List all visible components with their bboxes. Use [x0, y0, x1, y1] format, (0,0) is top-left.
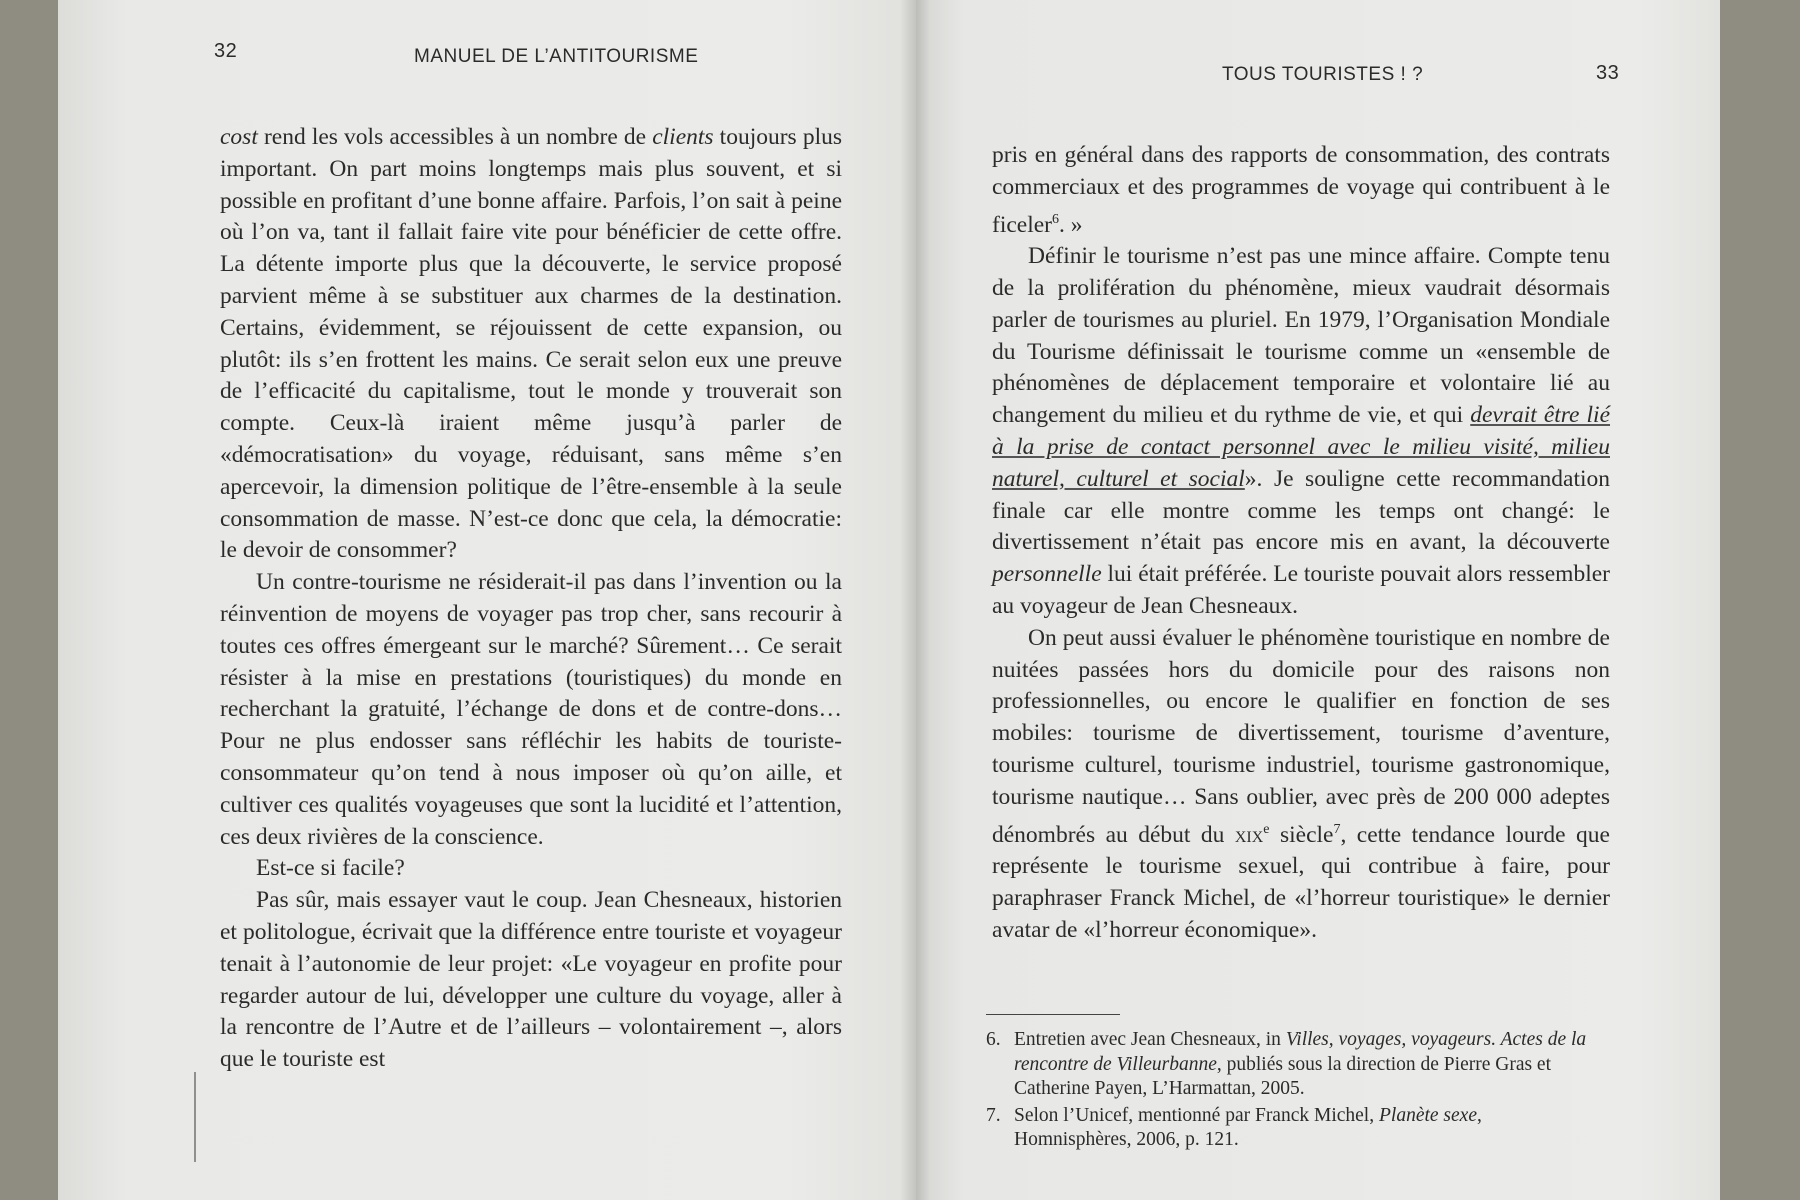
footnote-number: 6. — [986, 1029, 1001, 1050]
right-p2-end: lui était préférée. Le touriste pouvait alors ressembler au voyageur de Jean Chesneaux. — [992, 561, 1610, 619]
footnote-6 — [986, 1028, 1600, 1102]
right-p1-end: . » — [1059, 211, 1083, 238]
right-p3-text: On peut aussi évaluer le phénomène touristique en nombre de nuitées passées hors du domicile pour des raisons non professionnelles, ou encore le qualifier en fonction de ses mobiles: tourisme de divertissement, tourisme d’aventure, tourisme culturel, tourisme industriel, tourisme gastronomique, tourisme nautique… Sans oublier, avec près de 200 000 adeptes dénombrés au début du — [992, 624, 1610, 848]
right-page-number: 33 — [1596, 62, 1620, 84]
left-paragraph-1 — [220, 122, 842, 567]
left-page-number: 32 — [214, 40, 238, 62]
right-paragraph-1 — [992, 140, 1610, 241]
footnote-ref-6: 6 — [1052, 211, 1060, 227]
footnote-ref-7: 7 — [1333, 821, 1341, 837]
footnote-7 — [986, 1104, 1600, 1153]
right-body-text — [992, 140, 1610, 947]
right-paragraph-3 — [992, 623, 1610, 947]
footnote-6-text: Entretien avec Jean Chesneaux, in — [1014, 1029, 1286, 1050]
footnote-6-title: Villes, voyages, voyageurs. Actes de la rencontre de Villeurbanne — [1014, 1029, 1587, 1075]
left-running-header: MANUEL DE L’ANTITOURISME — [414, 46, 699, 67]
right-running-header: TOUS TOURISTES ! ? — [1222, 64, 1424, 85]
right-p3-end: , cette tendance lourde que représente le tourisme sexuel, qui contribue à faire, pour paraphraser Franck Michel, de «l’horreur touristique» le dernier avatar de «l’horreur économique». — [992, 821, 1610, 943]
right-p2-emphasis: personnelle — [992, 561, 1102, 588]
pencil-margin-mark — [194, 1072, 196, 1162]
book-gutter — [900, 0, 930, 1200]
left-paragraph-4: Pas sûr, mais essayer vaut le coup. Jean Chesneaux, historien et politologue, écrivait que la différence entre touriste et voyageur tenait à l’autonomie de leur projet: «Le voyageur en profite pour regarder autour de lui, développer une culture du voyage, aller à la rencontre de l’Autre et de l’ailleurs – volontairement –, alors que le touriste est — [220, 887, 842, 1073]
right-p3-century-suffix: e — [1263, 821, 1270, 837]
footnote-7-text: Selon l’Unicef, mentionné par Franck Michel, — [1014, 1104, 1379, 1126]
footnote-6-end: , publiés sous la direction de Pierre Gras et Catherine Payen, L’Harmattan, 2005. — [1014, 1053, 1552, 1099]
right-p3-siecle: siècle — [1269, 821, 1334, 848]
left-p1-middle: rend les vols accessibles à un nombre de — [257, 124, 653, 150]
left-p1-emphasis-1: cost — [220, 124, 258, 150]
left-p1-emphasis-2: clients — [652, 124, 714, 150]
right-p2-text: Définir le tourisme n’est pas une mince affaire. Compte tenu de la prolifération du phénomène, mieux vaudrait désormais parler de tourismes au pluriel. En 1979, l’Organisation Mondiale du Tourisme définissait le tourisme comme un «ensemble de phénomènes de déplacement temporaire et volontaire lié au changement du milieu et du rythme de vie, et qui — [992, 243, 1610, 429]
left-paragraph-2: Un contre-tourisme ne résiderait-il pas dans l’invention ou la réinvention de moyens de voyager pas trop cher, sans recourir à toutes ces offres émergeant sur le marché? Sûrement… Ce serait résister à la mise en prestations (touristiques) du monde en recherchant la gratuité, l’échange de dons et de contre-dons… Pour ne plus endosser sans réfléchir les habits de touriste-consommateur qu’on tend à nous imposer où qu’on aille, et cultiver ces qualités voyageuses que sont la lucidité et l’attention, ces deux rivières de la conscience. — [220, 569, 842, 850]
right-p2-middle: ». Je souligne cette recommandation finale car elle montre comme les temps ont changé: le divertissement n’était pas encore mis en avant, la découverte — [992, 465, 1611, 556]
footnote-7-end: , Homnisphères, 2006, p. 121. — [1014, 1104, 1482, 1150]
right-paragraph-2 — [992, 241, 1610, 623]
footnote-7-title: Planète sexe — [1378, 1104, 1477, 1126]
left-paragraph-3: Est-ce si facile? — [256, 855, 405, 882]
right-p3-century: xix — [1234, 821, 1264, 848]
left-body-text — [220, 122, 842, 1076]
right-p1-text: pris en général dans des rapports de consommation, des contrats commerciaux et des programmes de voyage qui contribuent à le ficeler — [992, 142, 1610, 238]
footnote-body — [1014, 1028, 1600, 1102]
footnotes — [986, 1028, 1600, 1153]
footnote-number: 7. — [986, 1104, 1001, 1126]
right-p2-underlined-quote: devrait être lié à la prise de contact personnel avec le milieu visité, milieu naturel, culturel et social — [992, 402, 1611, 492]
footnote-body — [1014, 1104, 1600, 1153]
footnote-separator — [986, 1014, 1120, 1015]
left-p1-rest: toujours plus important. On part moins longtemps mais plus souvent, et si possible en profitant d’une bonne affaire. Parfois, l’on sait à peine où l’on va, tant il fallait faire vite pour bénéficier de cette offre. La détente importe plus que la découverte, le service proposé parvient même à se substituer aux charmes de la destination. Certains, évidemment, se réjouissent de cette expansion, ou plutôt: ils s’en frottent les mains. Ce serait selon eux une preuve de l’efficacité du capitalisme, tout le monde y trouverait son compte. Ceux-là iraient même jusqu’à parler de «démocratisation» du voyage, réduisant, sans même s’en apercevoir, la dimension politique de l’être-ensemble à la seule consommation de masse. N’est-ce donc que cela, la démocratie: le devoir de consommer? — [220, 124, 842, 564]
